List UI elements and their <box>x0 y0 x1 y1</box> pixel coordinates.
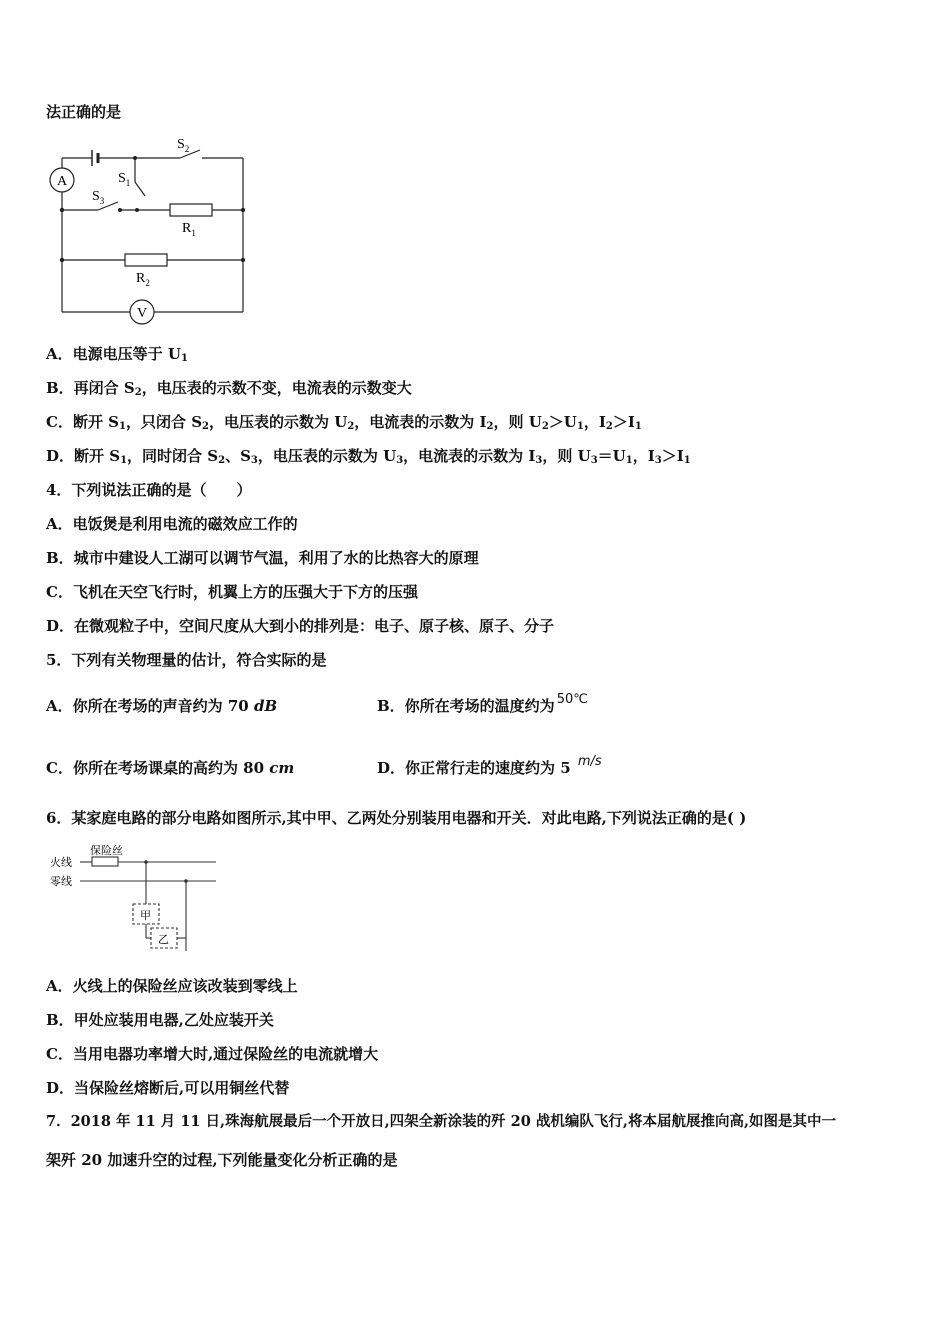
s3-label: $S_3$ <box>92 189 105 206</box>
r2-label: $R_2$ <box>136 271 150 288</box>
q6-option-d: D．当保险丝熔断后,可以用铜丝代替 <box>46 1079 290 1097</box>
live-wire-label: 火线 <box>50 856 72 869</box>
s1-label: $S_1$ <box>118 171 131 188</box>
q6-stem: 6．某家庭电路的部分电路如图所示,其中甲、乙两处分别装用电器和开关．对此电路,下列说法正确的是( ) <box>46 809 747 827</box>
q5-stem: 5．下列有关物理量的估计，符合实际的是 <box>46 651 327 669</box>
q4-option-a: A．电饭煲是利用电流的磁效应工作的 <box>46 515 298 533</box>
s2-label: $S_2$ <box>177 137 190 154</box>
yi-label: 乙 <box>158 933 169 946</box>
q5-option-a: A．你所在考场的声音约为 70 dB <box>46 697 278 715</box>
q4-option-c: C．飞机在天空飞行时，机翼上方的压强大于下方的压强 <box>46 583 418 601</box>
q5-option-c: C．你所在考场课桌的高约为 80 cm <box>46 759 295 777</box>
q6-option-b: B．甲处应装用电器,乙处应装开关 <box>46 1011 274 1029</box>
voltmeter-label: V <box>136 306 148 321</box>
circuit-diagram <box>40 130 260 330</box>
q3-option-a: A．电源电压等于 $U_1$ <box>46 345 188 364</box>
q5-option-d: D．你正常行走的速度约为 5 m/s <box>377 754 602 777</box>
fuse-label: 保险丝 <box>90 844 123 857</box>
r1-label: $R_1$ <box>182 221 196 238</box>
neutral-wire-label: 零线 <box>50 875 72 888</box>
intro-text: 法正确的是 <box>46 103 122 121</box>
q4-option-d: D．在微观粒子中，空间尺度从大到小的排列是：电子、原子核、原子、分子 <box>46 617 555 635</box>
q3-option-c: C．断开 $S_1$，只闭合 $S_2$，电压表的示数为 $U_2$，电流表的示数为 $I_2$，则 $U_2>U_1$，$I_2>I_1$ <box>46 413 642 432</box>
jia-label: 甲 <box>140 909 151 922</box>
q6-option-c: C．当用电器功率增大时,通过保险丝的电流就增大 <box>46 1045 379 1063</box>
q4-option-b: B．城市中建设人工湖可以调节气温，利用了水的比热容大的原理 <box>46 549 479 567</box>
q7-stem-line2: 架歼 20 加速升空的过程,下列能量变化分析正确的是 <box>46 1151 398 1169</box>
q3-option-d: D．断开 $S_1$，同时闭合 $S_2$、$S_3$，电压表的示数为 $U_3$，电流表的示数为 $I_3$，则 $U_3=U_1$，$I_3>I_1$ <box>46 447 691 466</box>
q6-option-a: A．火线上的保险丝应该改装到零线上 <box>46 977 298 995</box>
q7-stem-line1: 7．2018 年 11 月 11 日,珠海航展最后一个开放日,四架全新涂装的歼 20 战机编队飞行,将本届航展推向高,如图是其中一 <box>46 1113 837 1130</box>
household-circuit-diagram <box>48 842 228 957</box>
ammeter-label: A <box>56 174 68 189</box>
q3-option-b: B．再闭合 $S_2$，电压表的示数不变，电流表的示数变大 <box>46 379 412 398</box>
q4-stem: 4．下列说法正确的是（ ） <box>46 481 252 499</box>
q5-option-b: B．你所在考场的温度约为 50℃ <box>377 692 588 715</box>
